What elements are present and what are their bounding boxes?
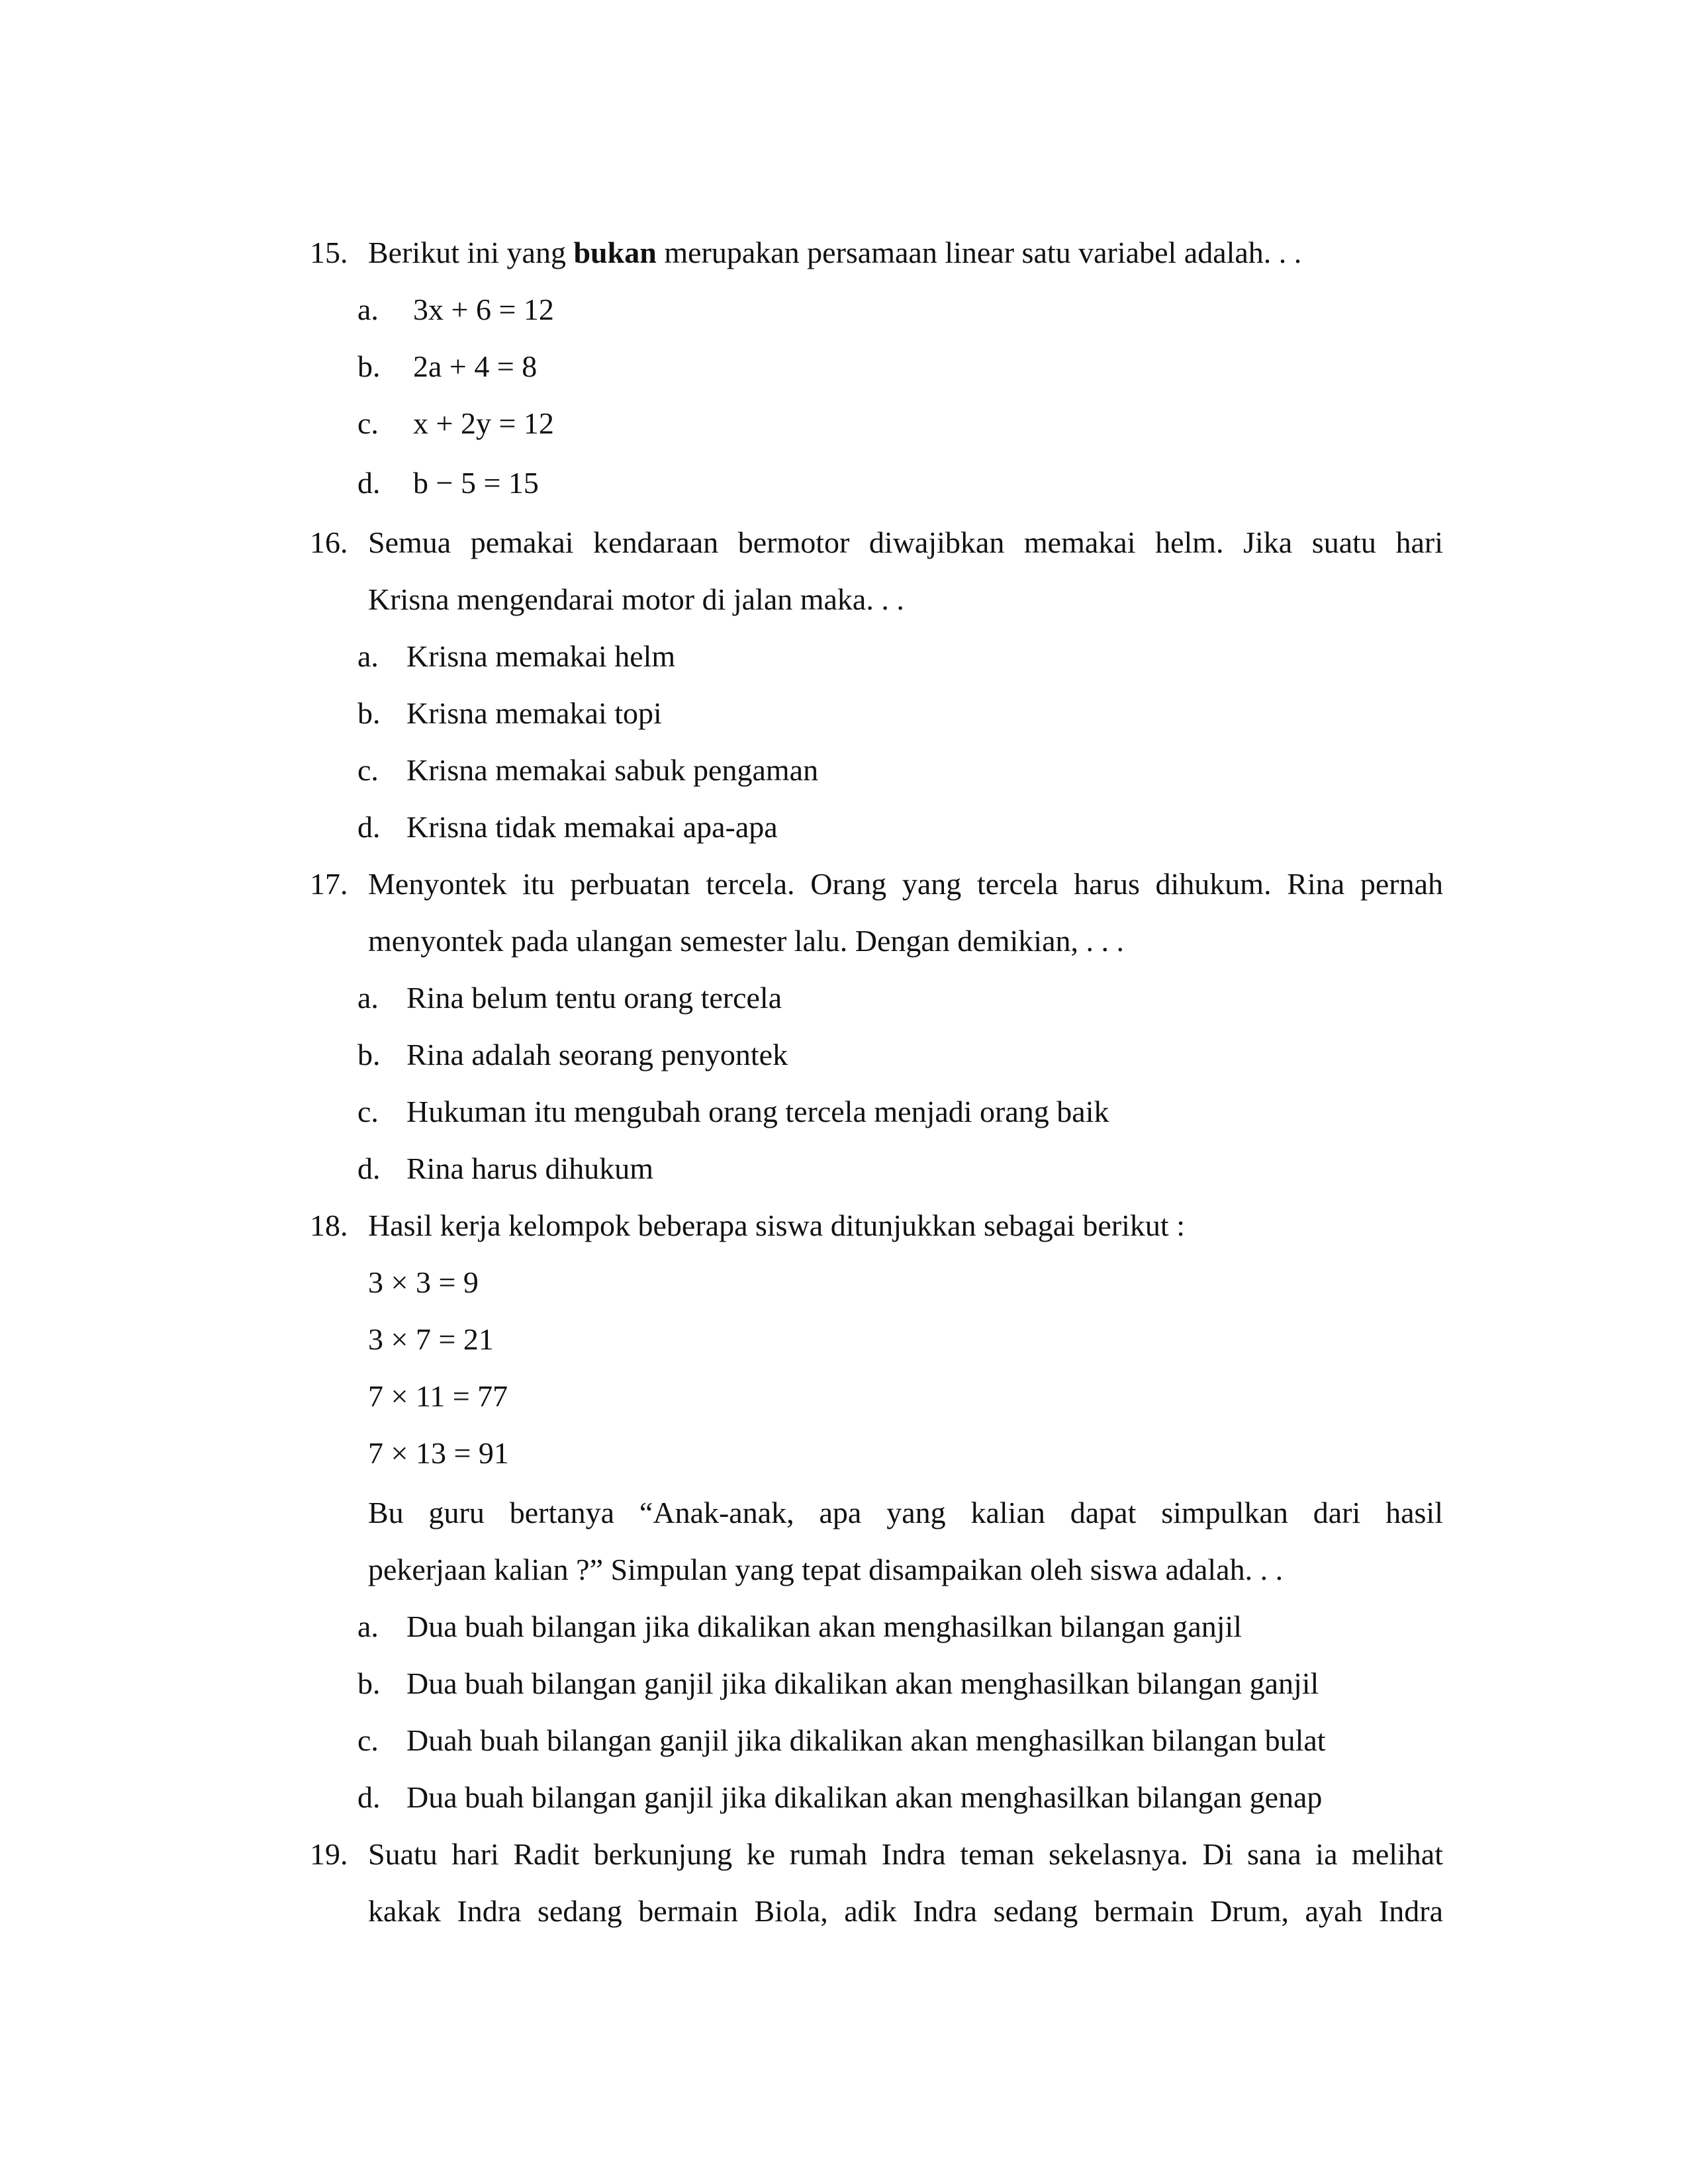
q17-option-c-letter: c. — [357, 1095, 379, 1128]
q18-option-d-letter: d. — [357, 1780, 381, 1814]
q16-option-a-text: Krisna memakai helm — [406, 639, 676, 673]
q18-option-a-text: Dua buah bilangan jika dikalikan akan menghasilkan bilangan ganjil — [406, 1610, 1243, 1643]
question-16-line-2: Krisna mengendarai motor di jalan maka. . . — [368, 582, 904, 616]
question-15-text — [368, 233, 1301, 273]
question-17-line-1: Menyontek itu perbuatan tercela. Orang yang tercela harus dihukum. Rina pernah — [368, 867, 1443, 901]
q15-option-b-letter: b. — [357, 349, 381, 383]
q16-option-c-letter: c. — [357, 753, 379, 787]
q16-option-b-letter: b. — [357, 696, 381, 730]
q18-option-c-text: Duah buah bilangan ganjil jika dikalikan akan menghasilkan bilangan bulat — [406, 1723, 1326, 1757]
equation-2: 3 × 7 = 21 — [368, 1322, 494, 1356]
question-15-number: 15. — [310, 236, 348, 269]
equation-3: 7 × 11 = 77 — [368, 1379, 508, 1413]
question-18-line-3: pekerjaan kalian ?” Simpulan yang tepat disampaikan oleh siswa adalah. . . — [368, 1553, 1284, 1586]
question-17-number: 17. — [310, 867, 348, 901]
question-19-line-2: kakak Indra sedang bermain Biola, adik Indra sedang bermain Drum, ayah Indra — [368, 1894, 1443, 1928]
equation-1: 3 × 3 = 9 — [368, 1265, 479, 1299]
q17-option-c-text: Hukuman itu mengubah orang tercela menjadi orang baik — [406, 1095, 1109, 1128]
question-19-number: 19. — [310, 1837, 348, 1871]
q15-option-c-letter: c. — [357, 406, 379, 440]
q15-option-a-text: 3x + 6 = 12 — [413, 293, 554, 326]
q16-option-a-letter: a. — [357, 639, 379, 673]
question-15-text-after: merupakan persamaan linear satu variabel adalah. . . — [656, 236, 1302, 269]
question-18-line-1: Hasil kerja kelompok beberapa siswa ditunjukkan sebagai berikut : — [368, 1208, 1185, 1242]
q18-option-d-text: Dua buah bilangan ganjil jika dikalikan akan menghasilkan bilangan genap — [406, 1780, 1323, 1814]
question-17-line-2: menyontek pada ulangan semester lalu. Dengan demikian, . . . — [368, 924, 1124, 958]
q17-option-b-text: Rina adalah seorang penyontek — [406, 1038, 788, 1071]
q16-option-d-text: Krisna tidak memakai apa-apa — [406, 810, 778, 844]
q16-option-c-text: Krisna memakai sabuk pengaman — [406, 753, 819, 787]
question-15-text-before: Berikut ini yang — [368, 236, 574, 269]
q17-option-d-text: Rina harus dihukum — [406, 1152, 654, 1185]
q17-option-b-letter: b. — [357, 1038, 381, 1071]
q18-option-b-text: Dua buah bilangan ganjil jika dikalikan akan menghasilkan bilangan ganjil — [406, 1666, 1319, 1700]
question-18-number: 18. — [310, 1208, 348, 1242]
q18-option-b-letter: b. — [357, 1666, 381, 1700]
q15-option-c-text: x + 2y = 12 — [413, 406, 554, 440]
q17-option-a-letter: a. — [357, 981, 379, 1015]
q15-option-d-letter: d. — [357, 466, 381, 500]
q18-option-c-letter: c. — [357, 1723, 379, 1757]
q18-option-a-letter: a. — [357, 1610, 379, 1643]
q17-option-d-letter: d. — [357, 1152, 381, 1185]
question-16-line-1: Semua pemakai kendaraan bermotor diwajibkan memakai helm. Jika suatu hari — [368, 525, 1443, 559]
question-16-number: 16. — [310, 525, 348, 559]
q17-option-a-text: Rina belum tentu orang tercela — [406, 981, 782, 1015]
q15-option-d-text: b − 5 = 15 — [413, 466, 539, 500]
q15-option-b-text: 2a + 4 = 8 — [413, 349, 538, 383]
question-15-bold-word: bukan — [573, 236, 657, 269]
q16-option-b-text: Krisna memakai topi — [406, 696, 662, 730]
q16-option-d-letter: d. — [357, 810, 381, 844]
question-18-line-2: Bu guru bertanya “Anak-anak, apa yang kalian dapat simpulkan dari hasil — [368, 1496, 1443, 1529]
q15-option-a-letter: a. — [357, 293, 379, 326]
equation-4: 7 × 13 = 91 — [368, 1436, 509, 1470]
question-19-line-1: Suatu hari Radit berkunjung ke rumah Indra teman sekelasnya. Di sana ia melihat — [368, 1837, 1443, 1871]
